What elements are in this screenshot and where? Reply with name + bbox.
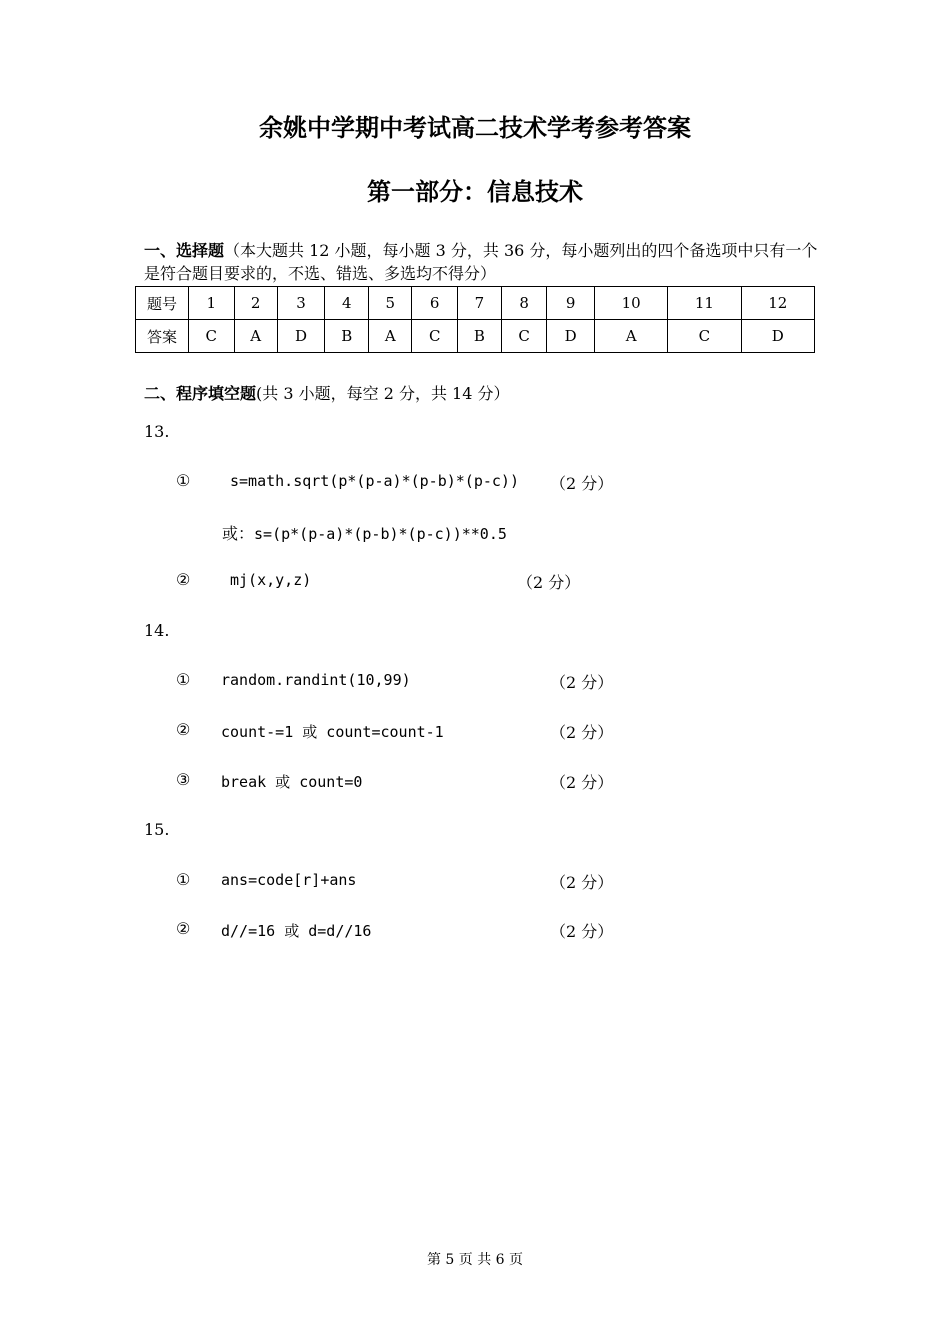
score-label: （2 分） bbox=[550, 723, 614, 742]
question-number-cell: 12 bbox=[741, 287, 814, 320]
document-title: 余姚中学期中考试高二技术学考参考答案 bbox=[259, 114, 691, 142]
answer-text: break 或 count=0 bbox=[221, 773, 363, 791]
section-description: （本大题共 12 小题，每小题 3 分，共 36 分，每小题列出的四个备选项中只有一个是符合题目要求的，不选、错选、多选均不得分） bbox=[144, 241, 818, 283]
table-row-answers bbox=[136, 320, 815, 353]
question-number-cell: 9 bbox=[547, 287, 595, 320]
answer-text: mj(x,y,z) bbox=[230, 571, 312, 589]
question-number-cell: 10 bbox=[594, 287, 667, 320]
table-row-numbers bbox=[136, 287, 815, 320]
section-program-fill bbox=[144, 382, 824, 405]
question-number-cell: 3 bbox=[277, 287, 325, 320]
answer-cell: B bbox=[457, 320, 501, 353]
question-number: 15. bbox=[144, 820, 170, 839]
blank-marker: ① bbox=[176, 870, 191, 889]
answer-cell: A bbox=[369, 320, 412, 353]
section-label: 一、选择题 bbox=[144, 241, 225, 260]
alternative-answer bbox=[222, 521, 507, 544]
answer-cell: C bbox=[668, 320, 741, 353]
answer-table bbox=[135, 286, 815, 353]
answer-cell: C bbox=[189, 320, 235, 353]
alt-prefix: 或： bbox=[222, 524, 255, 543]
score-label: （2 分） bbox=[550, 673, 614, 692]
blank-marker: ② bbox=[176, 720, 191, 739]
score-label: （2 分） bbox=[550, 773, 614, 792]
answer-cell: C bbox=[412, 320, 458, 353]
blank-marker: ① bbox=[176, 670, 191, 689]
question-number-cell: 2 bbox=[234, 287, 277, 320]
answer-cell: A bbox=[594, 320, 667, 353]
section-description: (共 3 小题，每空 2 分，共 14 分） bbox=[256, 384, 510, 403]
question-number-cell: 8 bbox=[501, 287, 547, 320]
blank-marker: ① bbox=[176, 471, 191, 490]
answer-cell: B bbox=[325, 320, 369, 353]
question-number-cell: 6 bbox=[412, 287, 458, 320]
blank-marker: ③ bbox=[176, 770, 191, 789]
question-number-cell: 4 bbox=[325, 287, 369, 320]
answer-text: s=(p*(p-a)*(p-b)*(p-c))**0.5 bbox=[254, 525, 507, 543]
answer-text: count-=1 或 count=count-1 bbox=[221, 723, 444, 741]
question-number: 13. bbox=[144, 422, 170, 441]
row-header: 题号 bbox=[136, 287, 189, 320]
score-label: （2 分） bbox=[550, 474, 614, 493]
question-number-cell: 5 bbox=[369, 287, 412, 320]
section-label: 二、程序填空题 bbox=[144, 384, 257, 403]
question-number-cell: 1 bbox=[189, 287, 235, 320]
answer-cell: C bbox=[501, 320, 547, 353]
answer-text: d//=16 或 d=d//16 bbox=[221, 922, 372, 940]
row-header: 答案 bbox=[136, 320, 189, 353]
part-title: 第一部分：信息技术 bbox=[367, 178, 583, 206]
answer-text: ans=code[r]+ans bbox=[221, 871, 357, 889]
blank-marker: ② bbox=[176, 919, 191, 938]
answer-text: s=math.sqrt(p*(p-a)*(p-b)*(p-c)) bbox=[230, 472, 519, 490]
question-number: 14. bbox=[144, 621, 170, 640]
answer-text: random.randint(10,99) bbox=[221, 671, 411, 689]
page-footer: 第 5 页 共 6 页 bbox=[426, 1252, 524, 1268]
blank-marker: ② bbox=[176, 570, 191, 589]
score-label: （2 分） bbox=[517, 573, 581, 592]
score-label: （2 分） bbox=[550, 873, 614, 892]
answer-cell: D bbox=[277, 320, 325, 353]
score-label: （2 分） bbox=[550, 922, 614, 941]
question-number-cell: 7 bbox=[457, 287, 501, 320]
answer-cell: A bbox=[234, 320, 277, 353]
answer-cell: D bbox=[547, 320, 595, 353]
question-number-cell: 11 bbox=[668, 287, 741, 320]
section-multiple-choice bbox=[144, 239, 824, 285]
answer-cell: D bbox=[741, 320, 814, 353]
